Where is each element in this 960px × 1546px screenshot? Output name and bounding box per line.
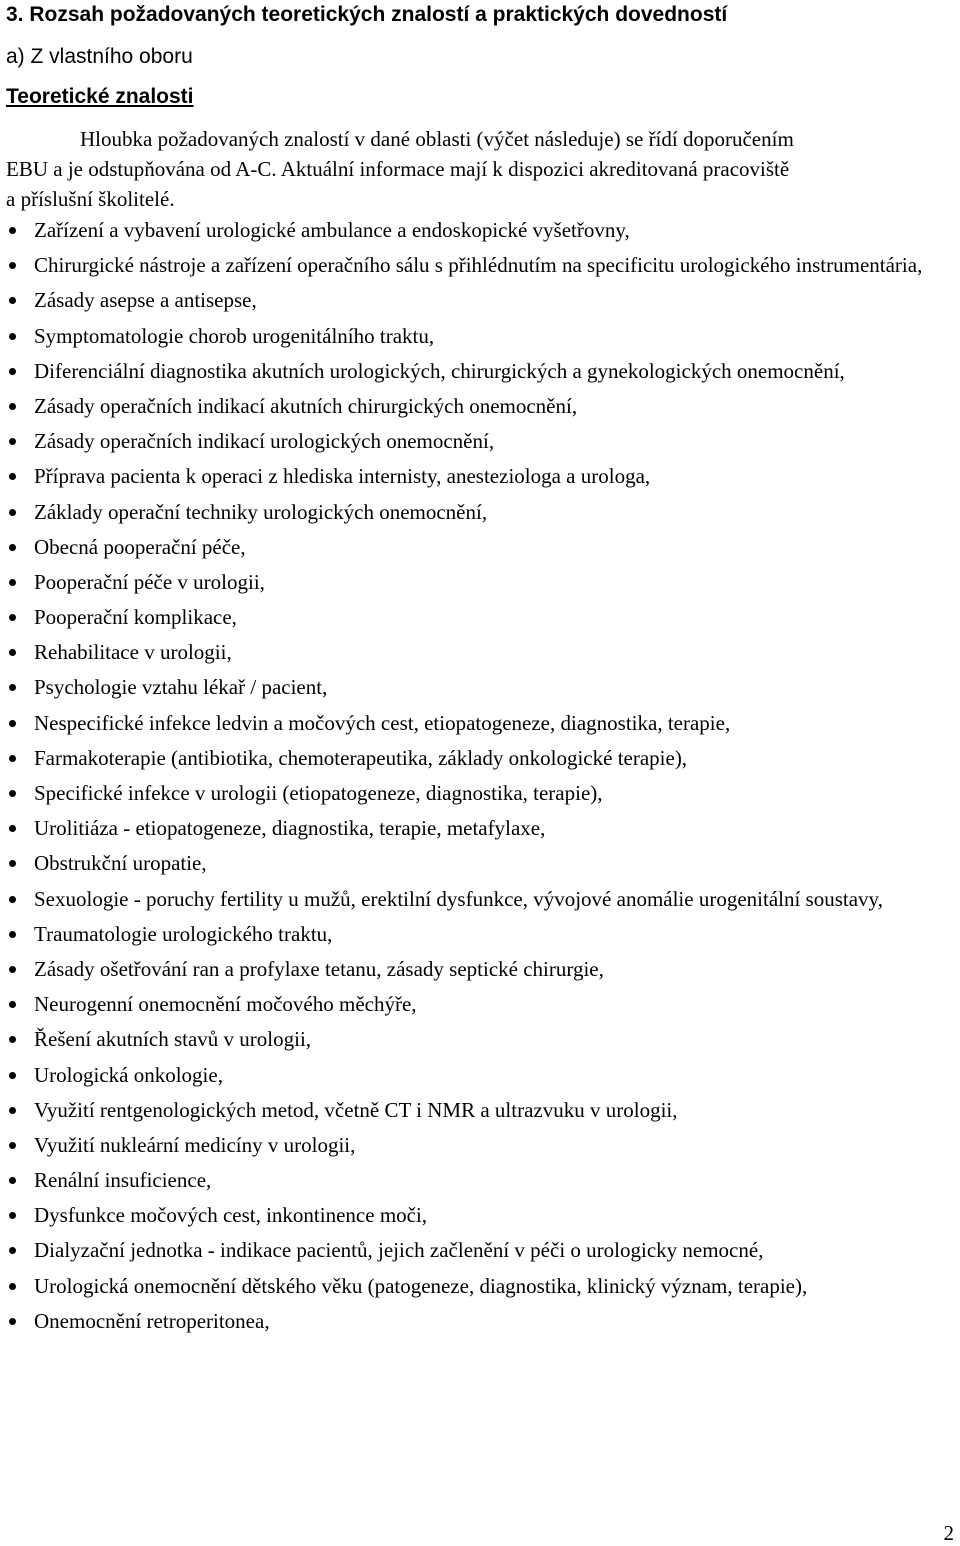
list-item	[0, 955, 960, 984]
list-item-text: Urologická onemocnění dětského věku (patogeneze, diagnostika, klinický význam, terapie),	[34, 1273, 808, 1298]
list-item-text: Zásady asepse a antisepse,	[34, 288, 257, 313]
bullet-icon	[9, 579, 16, 586]
bullet-icon	[9, 1036, 16, 1043]
list-item-text: Obstrukční uropatie,	[34, 851, 207, 876]
list-item	[0, 1236, 960, 1265]
list-item-text: Farmakoterapie (antibiotika, chemoterapeutika, základy onkologické terapie),	[34, 745, 688, 770]
list-item	[0, 638, 960, 667]
list-item-text: Zařízení a vybavení urologické ambulance a endoskopické vyšetřovny,	[34, 218, 630, 242]
list-item-text: Řešení akutních stavů v urologii,	[34, 1027, 312, 1052]
list-item-text: Využití rentgenologických metod, včetně CT i NMR a ultrazvuku v urologii,	[34, 1097, 678, 1122]
bullet-icon	[9, 1107, 16, 1114]
list-item-text: Specifické infekce v urologii (etiopatogeneze, diagnostika, terapie),	[34, 781, 603, 805]
list-item	[0, 1096, 960, 1125]
list-item-text: Zásady operačních indikací akutních chirurgických onemocnění,	[34, 393, 578, 418]
list-item-text: Symptomatologie chorob urogenitálního traktu,	[34, 323, 435, 348]
list-item	[0, 286, 960, 315]
bullet-icon	[9, 227, 16, 234]
bullet-icon	[9, 544, 16, 551]
intro-line: Hloubka požadovaných znalostí v dané oblasti (výčet následuje) se řídí doporučením	[80, 127, 794, 151]
list-item	[0, 779, 960, 808]
bullet-icon	[9, 931, 16, 938]
bullet-icon	[9, 649, 16, 656]
bullet-icon	[9, 755, 16, 762]
list-item	[0, 1166, 960, 1195]
list-item	[0, 533, 960, 562]
list-item	[0, 1272, 960, 1301]
list-item-text: Příprava pacienta k operaci z hlediska internisty, anesteziologa a urologa,	[34, 464, 651, 489]
list-item	[0, 673, 960, 702]
topics-list	[0, 216, 960, 1342]
list-item	[0, 568, 960, 597]
list-item	[0, 1201, 960, 1230]
bullet-icon	[9, 860, 16, 867]
bullet-icon	[9, 896, 16, 903]
list-item-text: Rehabilitace v urologii,	[34, 640, 232, 665]
list-item	[0, 1131, 960, 1160]
list-item-text: Základy operační techniky urologických onemocnění,	[34, 499, 488, 524]
bullet-icon	[9, 684, 16, 691]
bullet-icon	[9, 1177, 16, 1184]
intro-paragraph	[6, 124, 956, 214]
bullet-icon	[9, 825, 16, 832]
bullet-icon	[9, 333, 16, 340]
list-item	[0, 849, 960, 878]
list-item	[0, 1061, 960, 1090]
bullet-icon	[9, 297, 16, 304]
list-item-text: Dialyzační jednotka - indikace pacientů, jejich začlenění v péči o urologicky nemocné,	[34, 1238, 764, 1263]
bullet-icon	[9, 368, 16, 375]
bullet-icon	[9, 473, 16, 480]
bullet-icon	[9, 438, 16, 445]
list-item	[0, 251, 960, 280]
bullet-icon	[9, 1142, 16, 1149]
bullet-icon	[9, 1283, 16, 1290]
list-item	[0, 1025, 960, 1054]
list-item	[0, 216, 960, 245]
list-item	[0, 885, 960, 914]
list-item-text: Sexuologie - poruchy fertility u mužů, erektilní dysfunkce, vývojové anomálie urogenitální soustavy,	[34, 886, 883, 911]
list-item	[0, 920, 960, 949]
list-item	[0, 427, 960, 456]
list-item-text: Traumatologie urologického traktu,	[34, 921, 333, 946]
bullet-icon	[9, 966, 16, 973]
list-item	[0, 744, 960, 773]
list-item-text: Psychologie vztahu lékař / pacient,	[34, 675, 328, 700]
bullet-icon	[9, 1247, 16, 1254]
subsection-heading: a) Z vlastního oboru	[6, 45, 193, 68]
list-item	[0, 322, 960, 351]
bullet-icon	[9, 1318, 16, 1325]
list-item-text: Urologická onkologie,	[34, 1062, 223, 1087]
list-item	[0, 462, 960, 491]
list-item-text: Diferenciální diagnostika akutních urologických, chirurgických a gynekologických onemocnění,	[34, 358, 845, 383]
list-item	[0, 1307, 960, 1336]
bullet-icon	[9, 790, 16, 797]
bullet-icon	[9, 614, 16, 621]
list-item-text: Využití nukleární medicíny v urologii,	[34, 1132, 356, 1157]
bullet-icon	[9, 509, 16, 516]
intro-line: a příslušní školitelé.	[6, 187, 175, 211]
list-item	[0, 603, 960, 632]
list-item-text: Pooperační péče v urologii,	[34, 569, 265, 594]
bullet-icon	[9, 403, 16, 410]
list-item-text: Obecná pooperační péče,	[34, 534, 246, 559]
list-item-text: Onemocnění retroperitonea,	[34, 1308, 270, 1333]
page-number: 2	[943, 1521, 954, 1545]
bullet-icon	[9, 262, 16, 269]
list-item-text: Pooperační komplikace,	[34, 605, 237, 630]
bullet-icon	[9, 1001, 16, 1008]
bullet-icon	[9, 720, 16, 727]
list-item-text: Zásady ošetřování ran a profylaxe tetanu, zásady septické chirurgie,	[34, 956, 604, 981]
intro-line: EBU a je odstupňována od A-C. Aktuální informace mají k dispozici akreditovaná pracoviště	[6, 157, 790, 181]
list-item-text: Zásady operačních indikací urologických onemocnění,	[34, 429, 495, 454]
theoretical-knowledge-heading: Teoretické znalosti	[6, 85, 194, 108]
list-item-text: Renální insuficience,	[34, 1168, 212, 1193]
list-item	[0, 357, 960, 386]
list-item-text: Urolitiáza - etiopatogeneze, diagnostika, terapie, metafylaxe,	[34, 816, 546, 841]
list-item	[0, 498, 960, 527]
list-item-text: Nespecifické infekce ledvin a močových cest, etiopatogeneze, diagnostika, terapie,	[34, 710, 731, 735]
bullet-icon	[9, 1212, 16, 1219]
list-item-text: Chirurgické nástroje a zařízení operačního sálu s přihlédnutím na specificitu urologického instrumentária,	[34, 253, 923, 278]
bullet-icon	[9, 1072, 16, 1079]
list-item	[0, 990, 960, 1019]
list-item	[0, 709, 960, 738]
section-heading: 3. Rozsah požadovaných teoretických znalostí a praktických dovedností	[6, 3, 728, 26]
list-item-text: Neurogenní onemocnění močového měchýře,	[34, 992, 417, 1017]
list-item	[0, 392, 960, 421]
list-item	[0, 814, 960, 843]
list-item-text: Dysfunkce močových cest, inkontinence moči,	[34, 1203, 428, 1228]
